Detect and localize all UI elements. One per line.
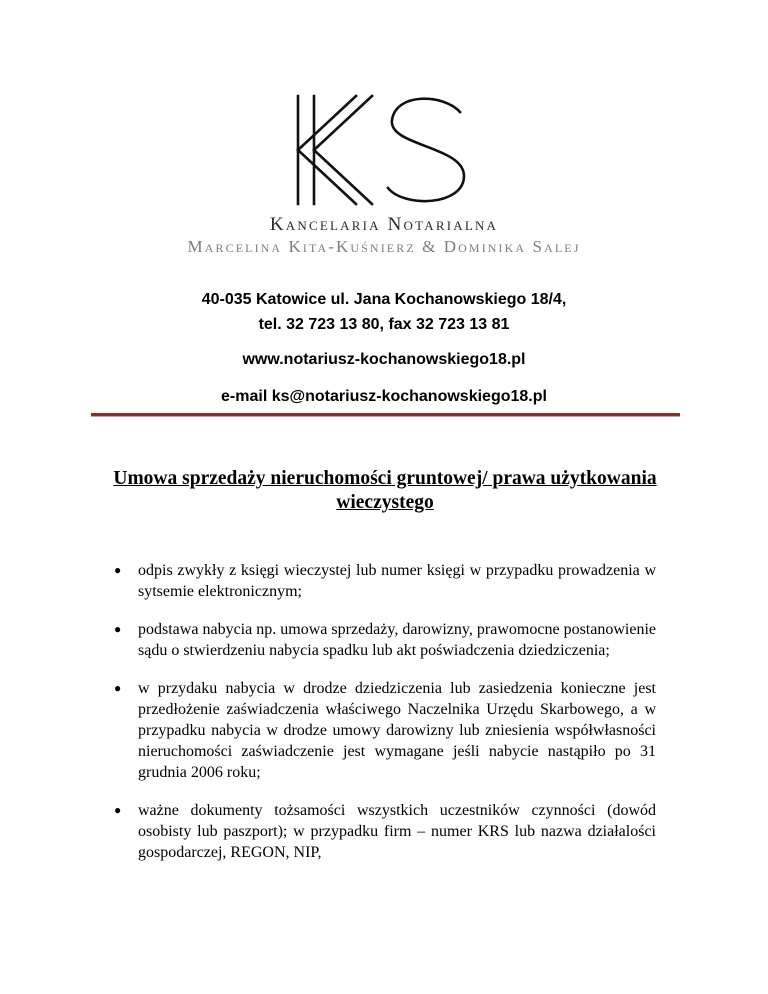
firm-name: Kancelaria Notarialna	[269, 214, 499, 235]
firm-partners: Marcelina Kita-Kuśnierz & Dominika Salej	[187, 237, 581, 256]
requirements-list	[110, 560, 656, 880]
document-title-line-2: wieczystego	[336, 492, 434, 513]
address: 40-035 Katowice ul. Jana Kochanowskiego 18/4,	[201, 291, 567, 308]
header-divider	[91, 413, 680, 417]
bullet-icon: ●	[114, 563, 122, 577]
list-item	[110, 800, 656, 863]
list-item	[110, 678, 656, 783]
ks-logo	[0, 92, 768, 210]
phone-fax: tel. 32 723 13 80, fax 32 723 13 81	[258, 316, 510, 333]
document-title	[90, 467, 680, 515]
bullet-icon: ●	[114, 622, 122, 636]
email-link[interactable]: e-mail ks@notariusz-kochanowskiego18.pl	[221, 388, 547, 405]
list-item-text: w przydaku nabycia w drodze dziedziczenia lub zasiedzenia konieczne jest przedłożenie zaświadczenia właściwego Naczelnika Urzędu Skarbowego, a w przypadku nabycia w drodze umowy darowizny lub zniesienia współwłasności nieruchomości zaświadczenie jest wymagane jeśli nabycie nastąpiło po 31 grudnia 2006 roku;	[138, 680, 656, 781]
list-item	[110, 560, 656, 602]
document-title-line-1: Umowa sprzedaży nieruchomości gruntowej/ prawa użytkowania	[113, 468, 657, 489]
list-item-text: ważne dokumenty tożsamości wszystkich uczestników czynności (dowód osobisty lub paszport); w przypadku firm – numer KRS lub nazwa działalości gospodarczej, REGON, NIP,	[138, 802, 656, 861]
list-item-text: podstawa nabycia np. umowa sprzedaży, darowizny, prawomocne postanowienie sądu o stwierdzeniu nabycia spadku lub akt poświadczenia dziedziczenia;	[138, 621, 656, 659]
list-item	[110, 619, 656, 661]
bullet-icon: ●	[114, 803, 122, 817]
website-link[interactable]: www.notariusz-kochanowskiego18.pl	[242, 351, 526, 368]
ks-monogram-icon	[284, 92, 484, 210]
bullet-icon: ●	[114, 681, 122, 695]
list-item-text: odpis zwykły z księgi wieczystej lub numer księgi w przypadku prowadzenia w sytsemie elektronicznym;	[138, 562, 656, 600]
